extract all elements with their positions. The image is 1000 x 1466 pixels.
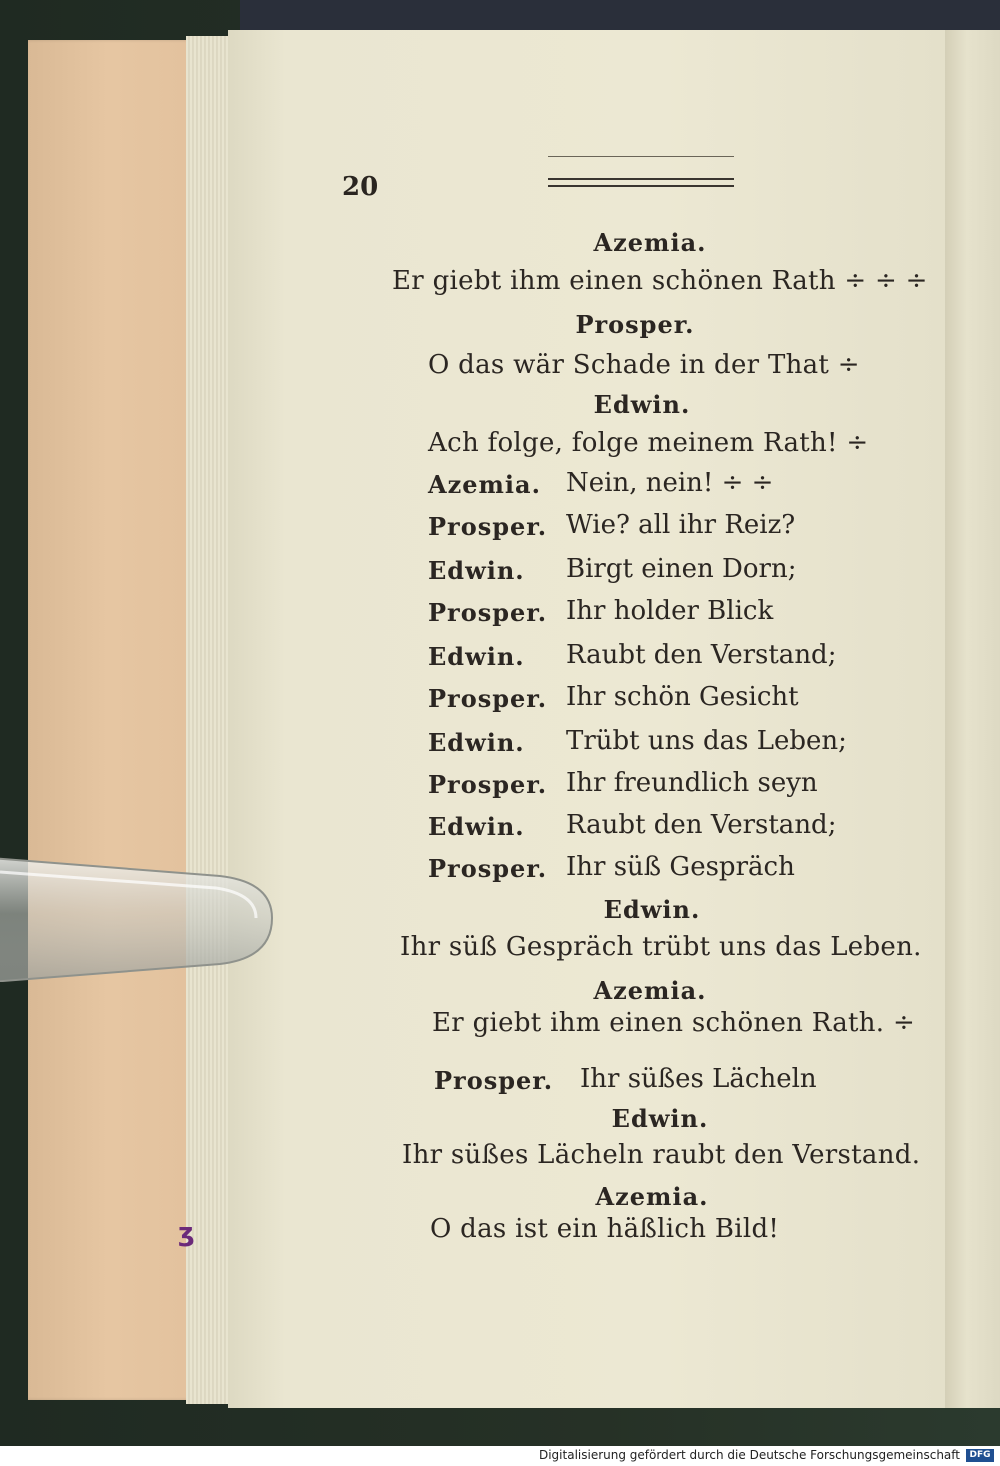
dialogue-speaker: Prosper. bbox=[428, 512, 548, 541]
speaker-heading: Edwin. bbox=[603, 895, 701, 924]
dialogue-speaker: Edwin. bbox=[428, 812, 525, 841]
dialogue-text: Birgt einen Dorn; bbox=[566, 554, 797, 584]
dialogue-text: Ihr holder Blick bbox=[566, 596, 774, 626]
footer-bar bbox=[0, 1446, 1000, 1466]
speaker-heading: Edwin. bbox=[611, 1104, 709, 1133]
verse-line: O das ist ein häßlich Bild! bbox=[430, 1214, 780, 1244]
dialogue-text: Nein, nein! ÷ ÷ bbox=[566, 468, 774, 498]
dialogue-text: Ihr freundlich seyn bbox=[566, 768, 818, 798]
dialogue-text: Raubt den Verstand; bbox=[566, 640, 837, 670]
book-page bbox=[228, 30, 950, 1408]
verse-line: Ach folge, folge meinem Rath! ÷ bbox=[428, 428, 869, 458]
page-number: 20 bbox=[342, 172, 379, 202]
speaker-heading: Azemia. bbox=[595, 1182, 709, 1211]
dialogue-speaker: Prosper. bbox=[428, 598, 548, 627]
dialogue-text: Ihr süßes Lächeln bbox=[580, 1064, 817, 1094]
dialogue-speaker: Prosper. bbox=[428, 854, 548, 883]
dialogue-text: Ihr schön Gesicht bbox=[566, 682, 799, 712]
library-stamp-mark: ʒ bbox=[178, 1218, 195, 1248]
verse-line: Er giebt ihm einen schönen Rath ÷ ÷ ÷ bbox=[392, 266, 928, 296]
dialogue-speaker: Edwin. bbox=[428, 728, 525, 757]
dialogue-text: Trübt uns das Leben; bbox=[566, 726, 847, 756]
facing-page-edge bbox=[945, 30, 1000, 1408]
dialogue-speaker: Prosper. bbox=[428, 684, 548, 713]
glass-page-holder bbox=[0, 852, 280, 982]
dialogue-speaker: Prosper. bbox=[434, 1066, 554, 1095]
dialogue-text: Ihr süß Gespräch bbox=[566, 852, 795, 882]
speaker-heading: Azemia. bbox=[593, 228, 707, 257]
speaker-heading: Prosper. bbox=[575, 310, 695, 339]
dfg-logo: DFG bbox=[966, 1449, 994, 1462]
dialogue-speaker: Azemia. bbox=[428, 470, 541, 499]
footer-credit: Digitalisierung gefördert durch die Deutsche Forschungsgemeinschaft bbox=[538, 1448, 960, 1462]
page-edges bbox=[186, 36, 232, 1404]
verse-line: Ihr süßes Lächeln raubt den Verstand. bbox=[402, 1140, 921, 1170]
dialogue-text: Raubt den Verstand; bbox=[566, 810, 837, 840]
dialogue-speaker: Prosper. bbox=[428, 770, 548, 799]
dialogue-speaker: Edwin. bbox=[428, 556, 525, 585]
speaker-heading: Edwin. bbox=[593, 390, 691, 419]
verse-line: O das wär Schade in der That ÷ bbox=[428, 350, 860, 380]
dialogue-text: Wie? all ihr Reiz? bbox=[566, 510, 796, 540]
speaker-heading: Azemia. bbox=[593, 976, 707, 1005]
dialogue-speaker: Edwin. bbox=[428, 642, 525, 671]
header-rule bbox=[548, 152, 734, 192]
verse-line: Er giebt ihm einen schönen Rath. ÷ bbox=[432, 1008, 916, 1038]
verse-line: Ihr süß Gespräch trübt uns das Leben. bbox=[400, 932, 922, 962]
